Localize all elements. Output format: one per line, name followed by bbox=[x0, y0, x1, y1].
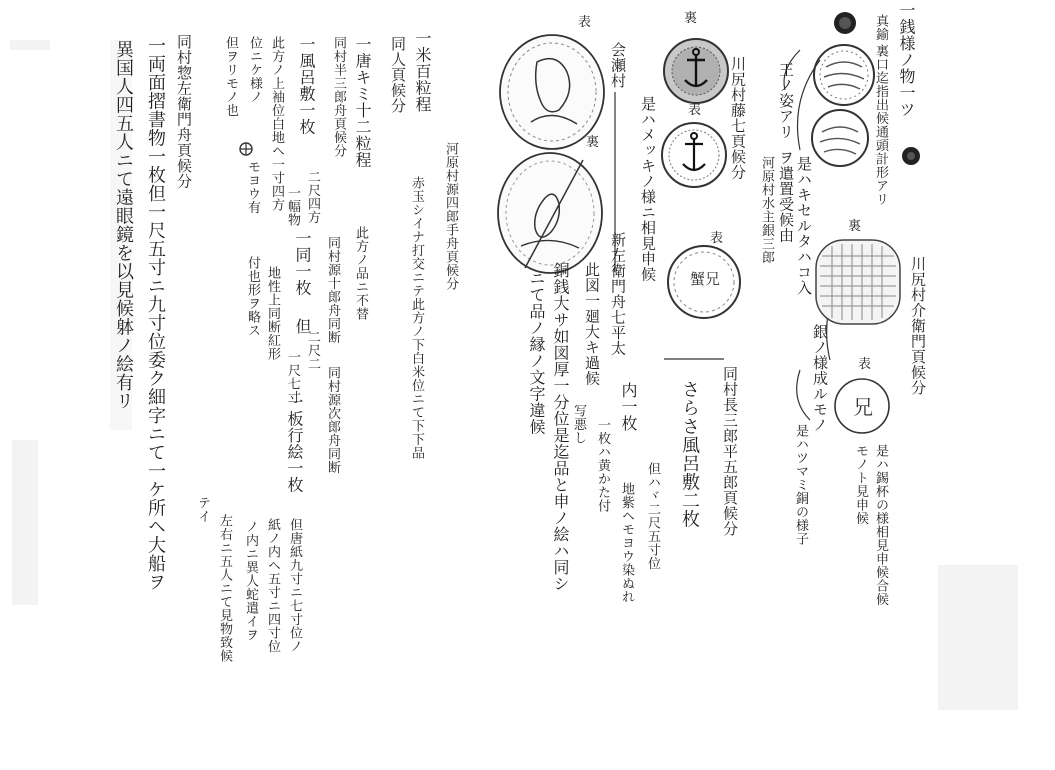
label-ura-anchor: 裏 bbox=[684, 11, 698, 26]
text-col-05: 是ハキセルタハコ入 bbox=[795, 156, 813, 296]
label-omote-anchor: 表 bbox=[688, 103, 702, 118]
scan-wash-left bbox=[12, 440, 38, 605]
text-col-30: 同人頁候分 bbox=[389, 36, 407, 114]
text-col-40: 但 bbox=[293, 318, 312, 335]
text-col-28: 一米百粒程 bbox=[413, 30, 432, 113]
small-coin-right-drawing bbox=[832, 376, 892, 436]
svg-text:蟹兄: 蟹兄 bbox=[690, 270, 721, 288]
text-col-15: 会瀬村 bbox=[609, 42, 627, 89]
text-col-22: 地紫ヘモヨウ染ぬれ bbox=[619, 482, 634, 604]
text-col-54: 但ヲリモノ也 bbox=[223, 36, 238, 117]
text-col-55: 同村惣左衛門舟頁候分 bbox=[175, 34, 193, 189]
text-col-17: 同村長三郎平五郎頁候分 bbox=[721, 366, 739, 537]
label-omote-character: 表 bbox=[710, 231, 724, 246]
text-col-25: 銅銭大サ如図厚一分位是迄品と申ノ絵ハ同シ bbox=[551, 262, 570, 592]
text-col-43: 一板行絵一枚 bbox=[285, 394, 304, 493]
text-col-08: 王ノ姿アリ bbox=[777, 62, 795, 140]
text-col-50: 地性上同断紅形 bbox=[265, 266, 280, 361]
text-col-49: 此方ノ上袖位白地ヘ一寸四方 bbox=[269, 36, 284, 212]
label-omote-right: 表 bbox=[858, 357, 872, 372]
text-col-09: 銀ノ様成ルモノ bbox=[811, 324, 829, 433]
label-omote-portrait: 表 bbox=[578, 15, 592, 30]
text-col-51: 位ニケ様ノ bbox=[247, 36, 262, 104]
text-col-48: テイ bbox=[195, 496, 210, 523]
text-col-20: 一枚ハ黄かた付 bbox=[595, 418, 610, 513]
anchor-coin-light-drawing bbox=[659, 120, 729, 190]
character-coin-drawing bbox=[666, 244, 746, 324]
text-col-23: 此図一廻大キ過候 bbox=[583, 262, 601, 386]
text-col-31: 一唐キミ十二粒程 bbox=[353, 36, 372, 168]
text-col-32: 此方ノ品ニ不替 bbox=[353, 226, 368, 321]
text-col-04: 川尻村介衛門頁候分 bbox=[909, 256, 927, 396]
short-rule bbox=[664, 356, 724, 362]
text-col-29: 赤玉シイナ打交ニテ此方ノ下白米位ニて下下品 bbox=[409, 176, 424, 460]
text-col-10: 是ハツマミ銅の様子 bbox=[793, 424, 808, 546]
text-col-12: モノト見申候 bbox=[853, 444, 868, 525]
scan-wash-left-top bbox=[10, 40, 50, 50]
anchor-coin-dark-drawing bbox=[661, 36, 731, 106]
text-col-02: 真鍮 bbox=[873, 14, 888, 41]
text-col-11: 是ハ錫杯の様相見申候合候 bbox=[873, 444, 888, 606]
text-col-13: 川尻村藤七頁候分 bbox=[729, 56, 747, 180]
text-col-57: 異国人四五人ニて遠眼鏡を以見候躰ノ絵有リ bbox=[113, 40, 134, 410]
text-col-26: ニて品ノ縁ノ文字違候 bbox=[527, 270, 546, 435]
text-col-24: 写悪し bbox=[571, 404, 586, 445]
text-col-44: 但唐紙九寸ニ七寸位ノ bbox=[287, 518, 302, 653]
text-col-38: 一幅物 bbox=[285, 186, 300, 227]
label-ura-top-right: 裏 bbox=[848, 219, 862, 234]
text-col-42: 一尺七寸 bbox=[285, 350, 300, 404]
text-col-16: 新左衛門舟七平太 bbox=[609, 232, 627, 356]
text-col-45: 紙ノ内ヘ五寸ニ四寸位 bbox=[265, 518, 280, 653]
text-col-27: 河原村源四郎手舟頁候分 bbox=[443, 142, 458, 291]
text-col-37: 二尺四方 bbox=[305, 170, 320, 224]
svg-text:兄: 兄 bbox=[853, 395, 873, 419]
text-col-39: 一同一枚 bbox=[293, 230, 312, 296]
text-col-18: さらさ風呂敷二枚 bbox=[679, 380, 700, 528]
ink-dot-top bbox=[830, 8, 860, 38]
text-col-53: 付也形ヲ略ス bbox=[245, 256, 260, 337]
portrait-medallion-drawing bbox=[497, 32, 607, 152]
text-col-19: 内一枚 bbox=[619, 382, 638, 432]
scan-wash-bottom-right bbox=[938, 565, 1018, 710]
label-ura-figure: 裏 bbox=[586, 135, 600, 150]
text-col-07: 河原村水主銀三郎 bbox=[759, 156, 774, 264]
text-col-03: 裏口迄指出候通頭計形アリ bbox=[873, 44, 888, 206]
text-col-47: 左右ニ五人ニて見物致候 bbox=[217, 514, 232, 663]
text-col-56: 一両面摺書物一枚但一尺五寸ニ九寸位委ク細字ニて一ケ所ヘ大船ヲ bbox=[145, 36, 166, 591]
text-col-35: 同村源次郎舟同断 bbox=[325, 366, 340, 474]
text-col-36: 一風呂敷一枚 bbox=[297, 36, 316, 135]
text-col-41: 二尺二 bbox=[305, 330, 320, 371]
text-col-34: 同村源十郎舟同断 bbox=[325, 236, 340, 344]
text-col-06: ヲ遣置受候由 bbox=[777, 150, 795, 243]
text-col-52: モヨウ有 bbox=[245, 160, 260, 214]
motif-drawing bbox=[236, 138, 256, 160]
stamped-plate-drawing bbox=[812, 236, 904, 328]
figure-medallion-drawing bbox=[495, 148, 605, 278]
text-col-14: 是ハメッキノ様ニ相見申候 bbox=[639, 96, 657, 282]
text-col-46: ノ内ニ異人蛇遣イヲ bbox=[243, 520, 258, 642]
text-col-21: 但ハヾ二尺五寸位 bbox=[645, 462, 660, 570]
text-col-01: 一銭様ノ物一ツ bbox=[897, 2, 916, 118]
text-col-33: 同村半三郎舟頁候分 bbox=[331, 36, 346, 158]
